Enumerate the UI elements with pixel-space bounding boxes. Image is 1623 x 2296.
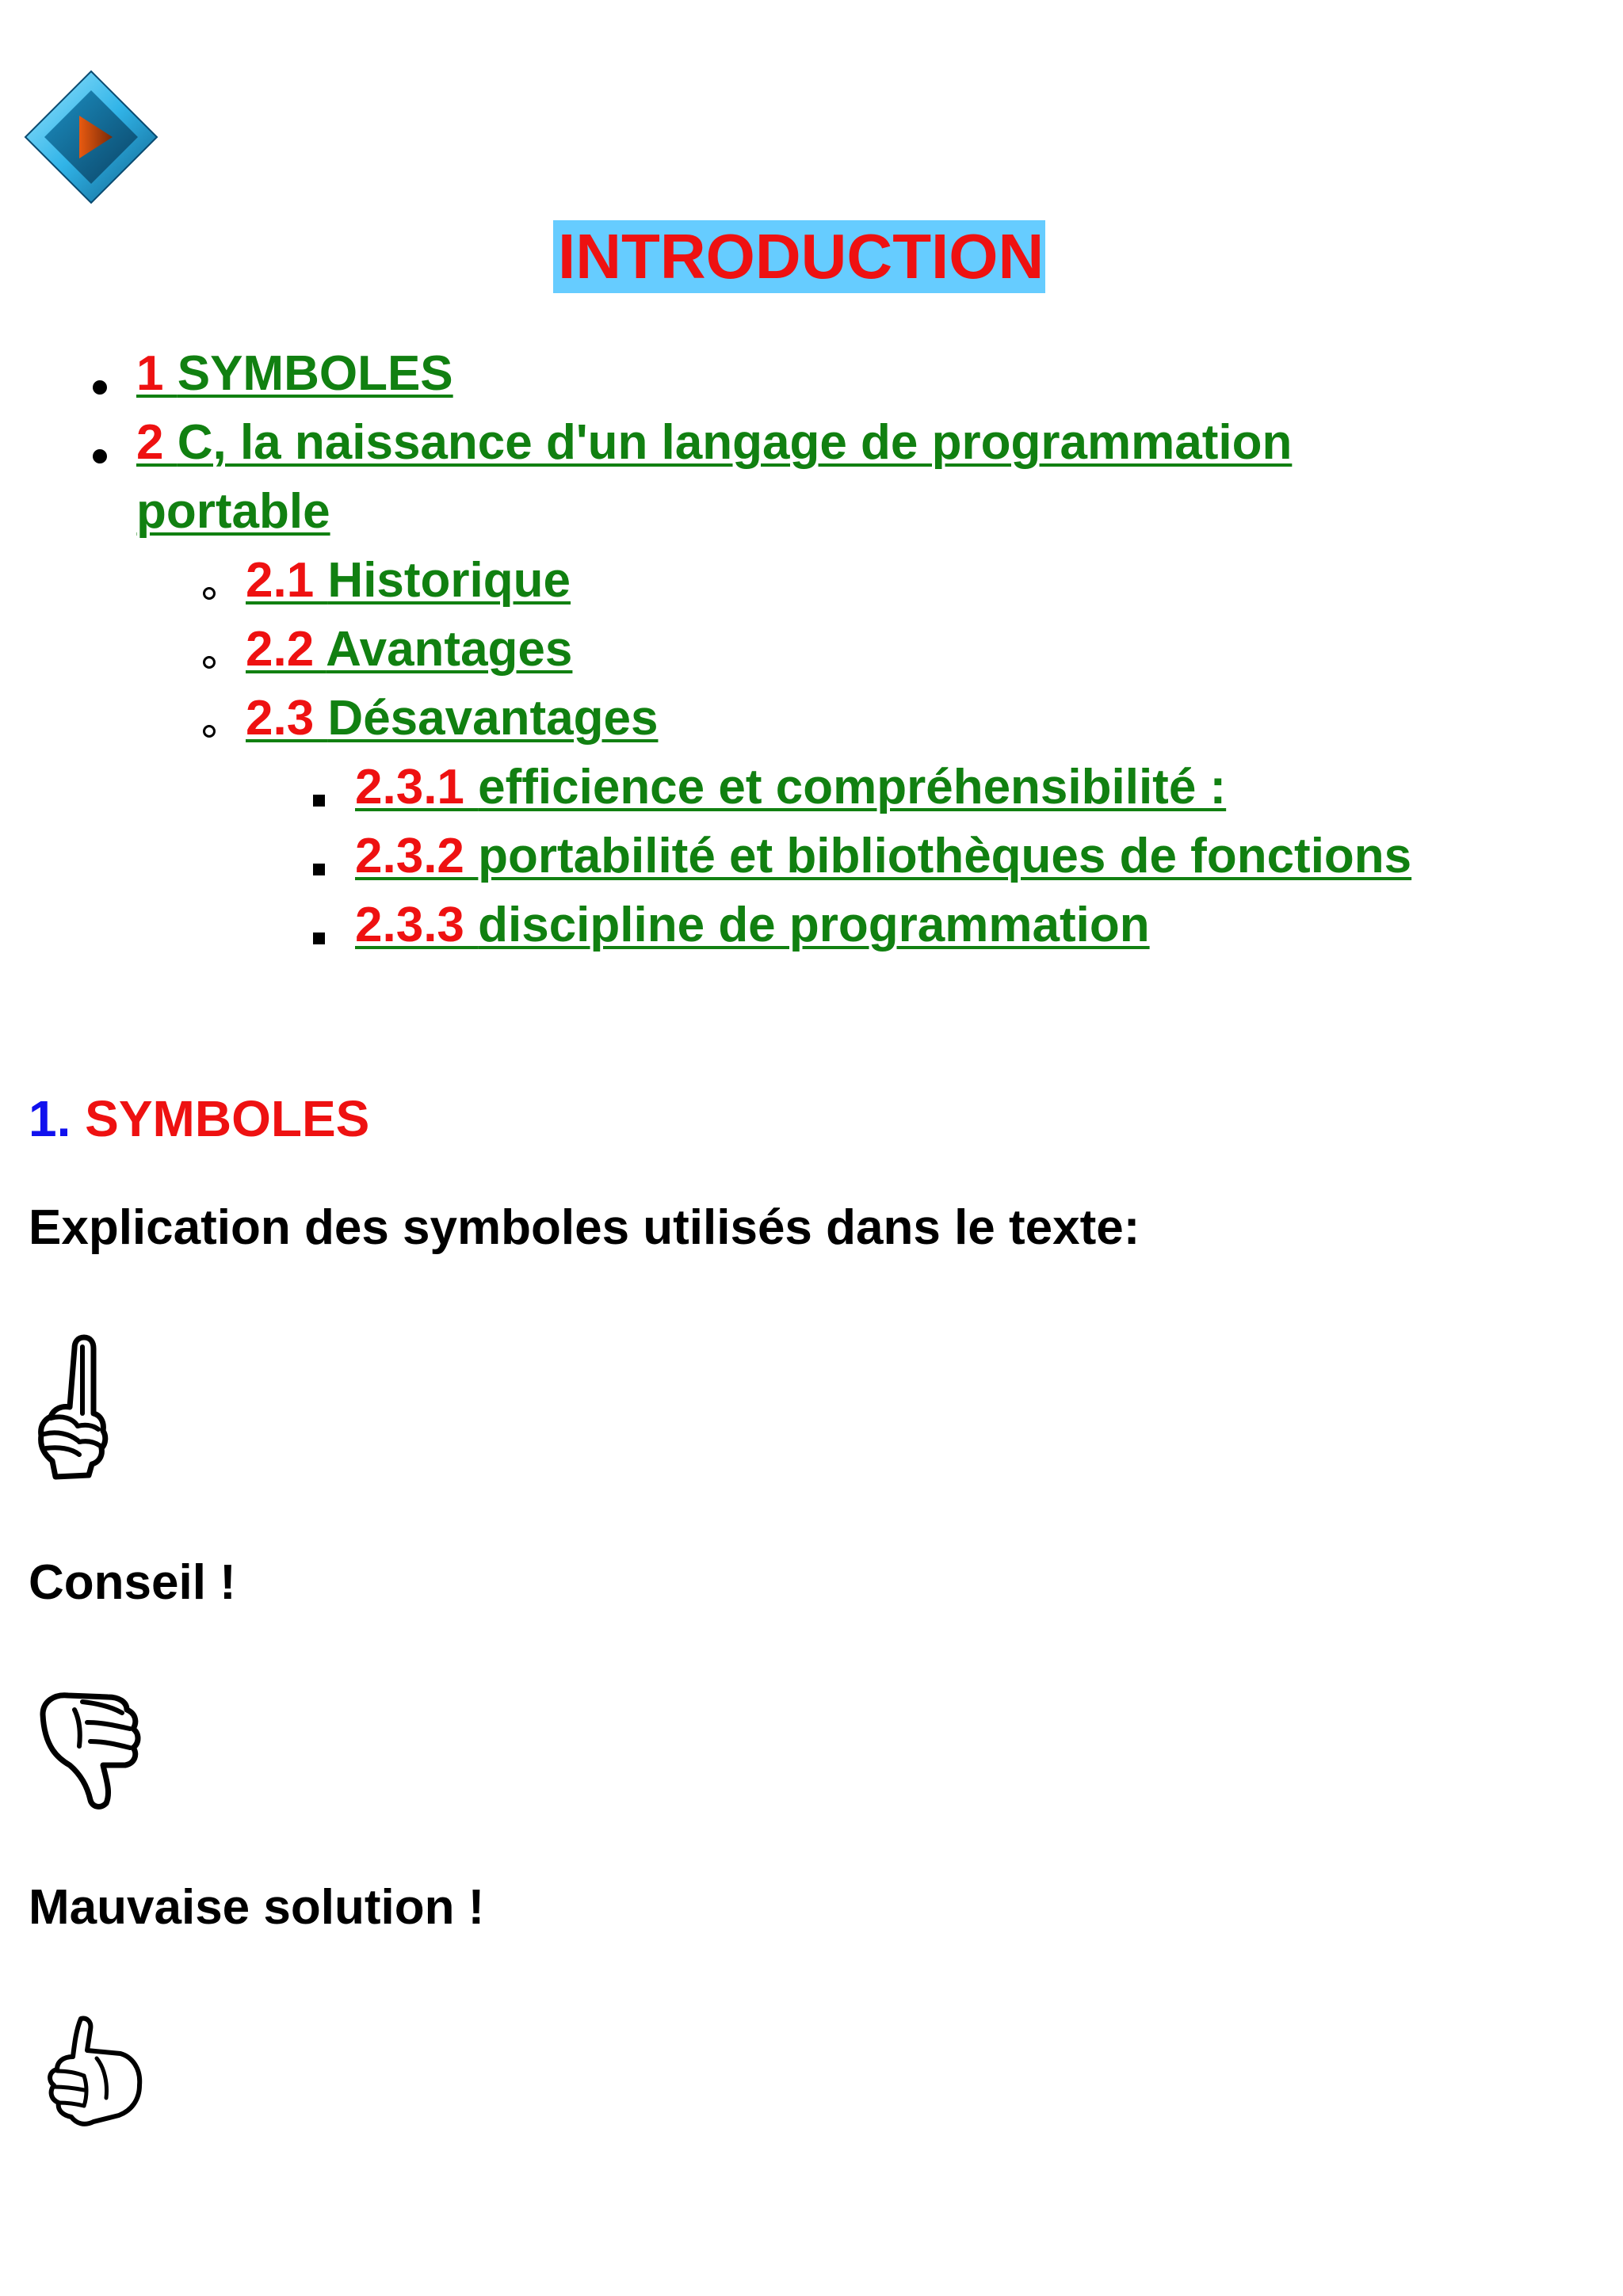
toc-label: Historique [327,553,571,608]
toc-item-avantages[interactable] [246,622,572,677]
bullet-square [313,795,325,807]
toc-label: portable [136,484,330,539]
bullet-circle [203,587,216,600]
toc-number: 1 [136,346,178,401]
bullet-circle [203,725,216,738]
section-title: SYMBOLES [71,1090,370,1147]
toc-link[interactable] [136,346,453,401]
toc-link[interactable] [355,760,1226,814]
toc-number: 2.3 [246,691,328,746]
play-icon[interactable] [24,67,166,209]
toc-label: Désavantages [327,691,659,746]
toc-label: discipline de programmation [478,898,1150,952]
toc-number: 2.3.2 [355,829,479,883]
toc-link[interactable] [136,484,330,539]
bullet-square [313,864,325,875]
toc-number: 2.2 [246,622,327,677]
toc-label: C, la naissance d'un langage de programmation [177,415,1293,470]
toc-link[interactable] [355,898,1150,952]
toc-label: portabilité et bibliothèques de fonctions [478,829,1412,883]
toc-link[interactable] [136,415,1292,470]
thumbs-down-icon [35,1686,146,1813]
toc-item-symboles[interactable] [136,346,453,402]
toc-item-c-naissance[interactable] [136,415,1292,471]
bullet-disc [93,449,107,463]
toc-label: Avantages [326,622,573,677]
toc-link[interactable] [355,829,1411,883]
section-number: 1. [29,1090,71,1147]
page-title: INTRODUCTION [553,220,1045,293]
toc-label: SYMBOLES [177,346,453,401]
toc-link[interactable] [246,553,571,608]
bullet-square [313,933,325,944]
toc-link[interactable] [246,622,572,677]
section-heading [29,1087,369,1150]
toc-number: 2.3.1 [355,760,479,814]
bullet-circle [203,656,216,669]
toc-item-desavantages[interactable] [246,691,658,746]
thumbs-up-icon [44,2012,147,2131]
toc-link[interactable] [246,691,658,746]
toc-item-discipline[interactable] [355,898,1150,953]
section-intro: Explication des symboles utilisés dans le texte: [29,1200,1140,1255]
toc-item-c-naissance-cont[interactable] [136,484,330,540]
toc-label: efficience et compréhensibilité : [478,760,1227,814]
bullet-disc [93,380,107,395]
toc-number: 2.1 [246,553,328,608]
symbol-label-mauvaise: Mauvaise solution ! [29,1880,485,1935]
pointing-finger-icon [33,1331,120,1482]
toc-item-efficience[interactable] [355,760,1226,815]
toc-number: 2 [136,415,178,470]
symbol-label-conseil: Conseil ! [29,1555,236,1610]
toc-number: 2.3.3 [355,898,479,952]
toc-item-historique[interactable] [246,553,571,608]
toc-item-portabilite[interactable] [355,829,1411,884]
